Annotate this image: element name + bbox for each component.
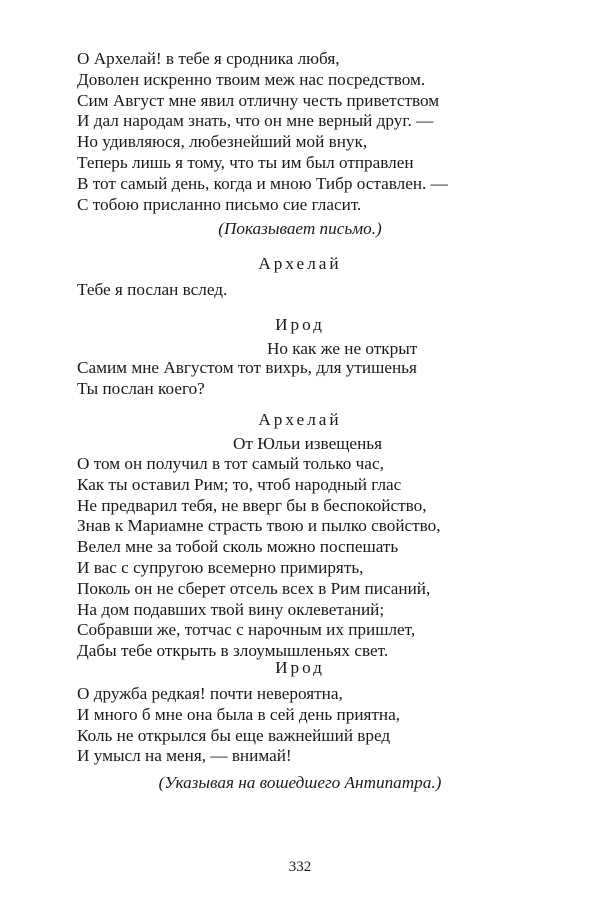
verse-block-5 (77, 684, 537, 767)
verse-line: И умысл на меня, — внимай! (77, 746, 292, 766)
verse-line: Коль не открылся бы еще важнейший вред (77, 725, 391, 745)
verse-line: О Архелай! в тебе я сродника любя, (77, 49, 340, 68)
verse-line: Поколь он не сберет отсель всех в Рим писаний, (77, 578, 431, 598)
verse-line: О том он получил в тот самый только час, (77, 454, 384, 473)
verse-block-2 (77, 280, 537, 301)
verse-line: Самим мне Августом тот вихрь, для утишенья (77, 358, 417, 377)
verse-block-3 (77, 358, 537, 400)
verse-line: Теперь лишь я тому, что ты им был отправлен (77, 152, 414, 172)
verse-line: Но удивляюся, любезнейший мой внук, (77, 132, 368, 152)
verse-line: И вас с супругою всемерно примирять, (77, 557, 364, 577)
verse-block-1 (77, 49, 537, 215)
stage-direction-2: (Указывая на вошедшего Антипатра.) (158, 773, 442, 792)
stage-direction-1: (Показывает письмо.) (218, 219, 382, 238)
speaker-name-2: Ирод (275, 315, 325, 334)
verse-line: Собравши же, тотчас с нарочным их пришлет, (77, 620, 416, 640)
verse-line: Велел мне за тобой сколь можно поспешать (77, 537, 399, 557)
verse-line-indented-1: Но как же не открыт (267, 339, 418, 358)
speaker-name-4: Ирод (275, 658, 325, 677)
verse-line: Дабы тебе открыть в злоумышленьях свет. (77, 641, 389, 661)
speaker-name-3: Архелай (258, 410, 342, 429)
verse-line: Знав к Мариамне страсть твою и пылко свойство, (77, 516, 441, 536)
speaker-name-1: Архелай (258, 254, 342, 273)
verse-line: Не предварил тебя, не вверг бы в беспокойство, (77, 495, 427, 515)
verse-line: Доволен искренно твоим меж нас посредством. (77, 69, 426, 89)
page-number: 332 (288, 859, 312, 875)
verse-line-indented-2: От Юльи извещенья (233, 434, 383, 453)
verse-line: Как ты оставил Рим; то, чтоб народный глас (77, 474, 402, 494)
verse-line: Ты послан коего? (77, 378, 205, 398)
verse-line: На дом подавших твой вину оклеветаний; (77, 599, 385, 619)
verse-line: Сим Август мне явил отличну честь приветством (77, 90, 440, 110)
verse-line: Тебе я послан вслед. (77, 280, 228, 299)
verse-line: В тот самый день, когда и мною Тибр оставлен. — (77, 173, 448, 193)
verse-line: И дал народам знать, что он мне верный друг. — (77, 111, 434, 131)
verse-block-4 (77, 454, 537, 662)
verse-line: И много б мне она была в сей день приятна, (77, 704, 401, 724)
verse-line: С тобою присланно письмо сие гласит. (77, 194, 362, 214)
verse-line: О дружба редкая! почти невероятна, (77, 684, 343, 703)
